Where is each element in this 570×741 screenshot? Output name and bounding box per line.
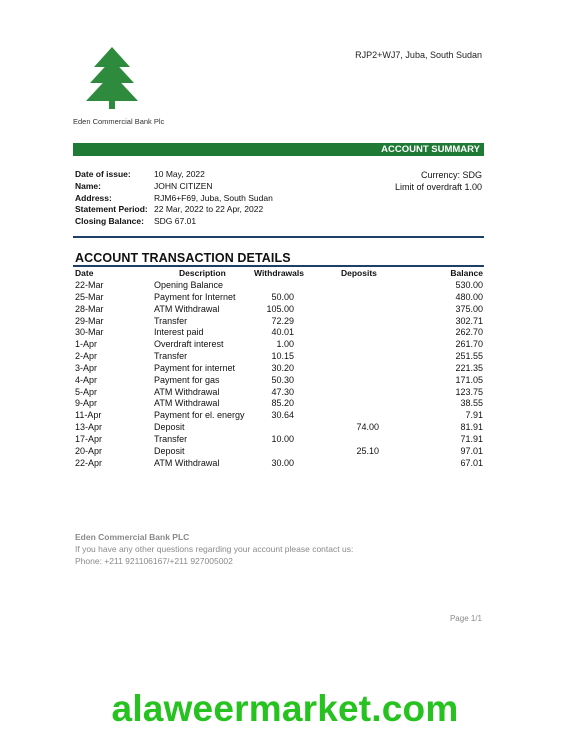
cell-description: Payment for el. energy [154,410,245,421]
cell-description: Payment for internet [154,362,236,373]
cell-description: ATM Withdrawal [154,398,220,409]
account-info [75,169,273,228]
cell-balance: 38.55 [460,398,483,409]
transactions-divider [73,265,484,267]
footer [75,531,353,567]
cell-description: Deposit [154,422,185,433]
cell-balance: 262.70 [455,327,483,338]
info-row-date: Date of issue: 10 May, 2022 [75,169,205,179]
cell-date: 3-Apr [75,362,98,373]
cell-balance: 171.05 [455,374,483,385]
info-row-closing-balance: Closing Balance: SDG 67.01 [75,216,197,227]
cell-balance: 67.01 [460,457,483,468]
table-row [75,292,483,304]
cell-date: 1-Apr [75,339,98,350]
cell-balance: 375.00 [455,303,483,314]
table-row [75,434,483,446]
cell-date: 20-Apr [75,445,103,456]
cell-balance: 530.00 [455,280,483,290]
cell-date: 4-Apr [75,374,98,385]
cell-date: 30-Mar [75,327,104,338]
cell-deposit: 74.00 [356,422,379,433]
cell-description: Payment for gas [154,374,220,385]
cell-description: Opening Balance [154,280,224,290]
cell-date: 22-Mar [75,280,104,290]
cell-withdrawal: 10.00 [271,433,294,444]
cell-description: ATM Withdrawal [154,303,220,314]
transactions-title: ACCOUNT TRANSACTION DETAILS [75,251,291,265]
footer-contact-text: If you have any other questions regarding your account please contact us: [75,544,354,554]
column-header-deposits: Deposits [341,268,377,278]
column-header-date: Date [75,268,94,278]
cell-balance: 71.91 [460,433,483,444]
cell-date: 25-Mar [75,291,104,302]
cell-description: Payment for Internet [154,291,236,302]
overdraft-limit: Limit of overdraft 1.00 [394,182,482,192]
cell-balance: 302.71 [455,315,483,326]
footer-company: Eden Commercial Bank PLC [75,532,190,542]
bank-address: RJP2+WJ7, Juba, South Sudan [355,50,482,60]
table-row [75,316,483,328]
cell-balance: 97.01 [460,445,483,456]
table-row [75,351,483,363]
cell-description: Overdraft interest [154,339,224,350]
currency-label: Currency: SDG [420,170,482,180]
table-row [75,398,483,410]
cell-withdrawal: 30.00 [271,457,294,468]
column-header-withdrawals: Withdrawals [254,268,304,278]
cell-description: Transfer [154,351,188,362]
table-row [75,363,483,375]
cell-date: 11-Apr [75,410,102,421]
currency-info [395,169,482,193]
cell-description: ATM Withdrawal [154,457,220,468]
cell-withdrawal: 47.30 [271,386,294,397]
table-row [75,339,483,351]
cell-date: 22-Apr [75,457,103,468]
info-row-period: Statement Period: 22 Mar, 2022 to 22 Apr, 2022 [75,204,264,215]
table-row [75,375,483,387]
cell-withdrawal: 105.00 [266,303,294,314]
column-header-description: Description [179,268,226,278]
table-row [75,327,483,339]
pine-tree-icon [86,47,138,109]
table-row [75,458,483,470]
table-row [75,304,483,316]
cell-balance: 221.35 [455,362,483,373]
cell-date: 2-Apr [75,351,98,362]
watermark: alaweermarket.com [111,688,459,729]
cell-withdrawal: 85.20 [271,398,294,409]
cell-balance: 81.91 [460,422,483,433]
cell-balance: 123.75 [455,386,483,397]
section-divider [73,236,484,238]
cell-date: 28-Mar [75,303,104,314]
cell-description: Deposit [154,445,185,456]
cell-date: 29-Mar [75,315,104,326]
cell-balance: 251.55 [455,351,483,362]
cell-date: 9-Apr [75,398,98,409]
footer-phone: Phone: +211 921106167/+211 927005002 [75,556,233,566]
cell-withdrawal: 30.20 [271,362,294,373]
cell-withdrawal: 40.01 [271,327,294,338]
cell-date: 13-Apr [75,422,103,433]
cell-withdrawal: 1.00 [276,339,294,350]
account-summary-bar: ACCOUNT SUMMARY [73,143,484,156]
cell-date: 17-Apr [75,433,103,444]
cell-description: ATM Withdrawal [154,386,220,397]
bank-name: Eden Commercial Bank Plc [73,117,165,126]
cell-withdrawal: 10.15 [271,351,294,362]
cell-description: Transfer [154,315,188,326]
cell-withdrawal: 50.30 [271,374,294,385]
cell-description: Transfer [154,433,188,444]
cell-balance: 480.00 [455,291,483,302]
transactions-header [75,268,483,278]
cell-withdrawal: 50.00 [271,291,294,302]
cell-description: Interest paid [154,327,204,338]
table-row [75,422,483,434]
cell-withdrawal: 72.29 [271,315,294,326]
table-row [75,387,483,399]
cell-deposit: 25.10 [356,445,379,456]
column-header-balance: Balance [450,268,483,278]
info-row-name: Name: JOHN CITIZEN [75,180,213,191]
cell-balance: 261.70 [455,339,483,350]
table-row [75,446,483,458]
cell-balance: 7.91 [465,410,483,421]
table-row [75,280,483,292]
info-row-address: Address: RJM6+F69, Juba, South Sudan [75,192,273,203]
page-number: Page 1/1 [449,614,482,623]
transactions-table [75,280,483,470]
cell-withdrawal: 30.64 [271,410,294,421]
cell-date: 5-Apr [75,386,98,397]
table-row [75,410,483,422]
